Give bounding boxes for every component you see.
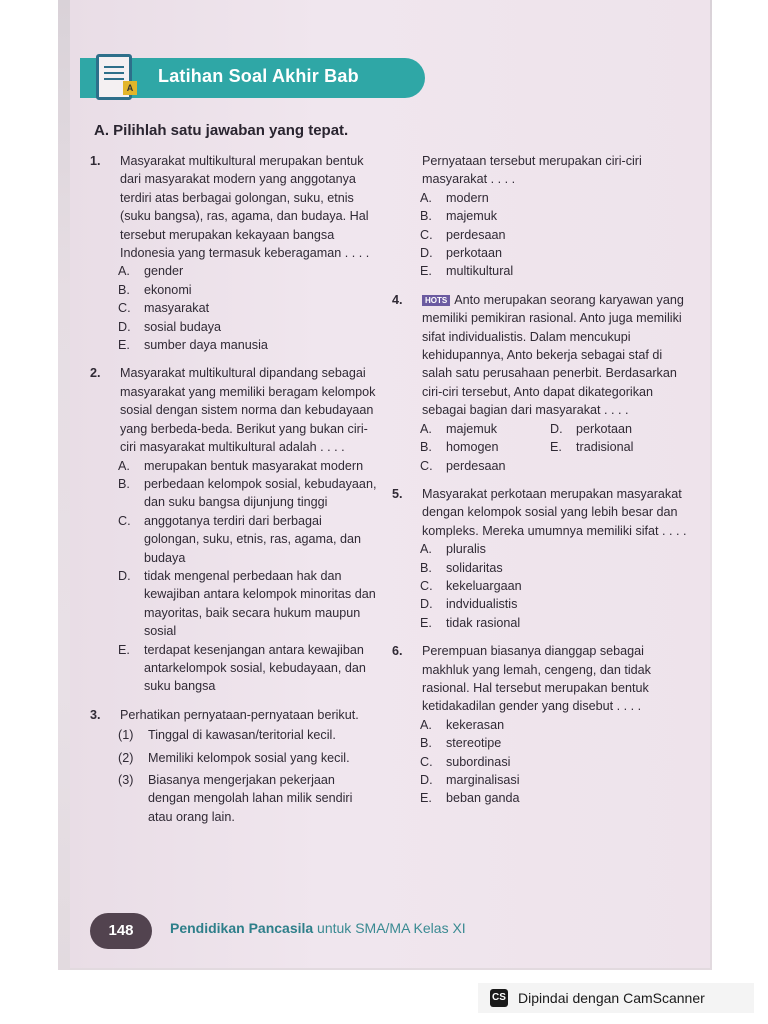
option [550,438,680,456]
option [118,475,380,512]
option-letter: B. [420,440,432,455]
option-grid [420,438,692,456]
option-text: perdesaan [446,458,506,473]
question-text: Perhatikan pernyataan-pernyataan berikut. [120,707,359,722]
option [550,420,680,438]
option-grid [420,420,692,438]
option [118,457,380,475]
option-text: stereotipe [446,736,502,751]
question-number: 6. [392,644,403,659]
option [420,595,692,613]
option [420,262,692,280]
question-number: 5. [392,486,403,501]
option [420,577,692,595]
statement-number: (3) [118,773,134,787]
option-text: marginalisasi [446,773,520,787]
statement [118,749,380,767]
page-title: Latihan Soal Akhir Bab [158,66,359,86]
statement [118,726,380,744]
notebook-icon [96,54,132,100]
question-number: 1. [90,154,101,168]
camscanner-label: Dipindai dengan CamScanner [518,990,705,1006]
option [420,716,692,734]
option-text: homogen [446,440,499,455]
book-title-bold: Pendidikan Pancasila [170,920,314,936]
camscanner-icon: CS [490,989,508,1007]
section-instruction: A. Pilihlah satu jawaban yang tepat. [94,122,349,139]
option-text: tidak rasional [446,615,521,630]
option-letter: D. [420,246,433,261]
question-number: 2. [90,366,101,381]
option-text: multikultural [446,264,514,279]
option-text: terdapat kesenjangan antara kewajiban antarkelompok sosial, kebudayaan, dan suku bangsa [144,642,366,694]
question-text-wrap [422,291,692,420]
option-letter: C. [420,227,433,242]
question-1 [90,152,380,262]
option [420,789,692,807]
question-6 [392,642,692,716]
option-letter: E. [420,615,432,630]
option-letter: A. [420,542,432,557]
option-text: anggotanya terdiri dari berbagai golongan, suku, etnis, ras, agama, dan budaya [144,513,362,565]
left-column [90,152,380,826]
question-text: Masyarakat multikultural dipandang sebagai masyarakat yang memiliki beragam kelompok sosial dengan sistem norma dan kebudayaan yang berbeda-beda. Berikut yang bukan ciri-ciri masyarakat multikultural adalah . . . . [120,366,376,455]
option [420,614,692,632]
option-text: ekonomi [144,282,192,297]
question-3 [90,706,380,724]
question-number: 4. [392,292,403,307]
notebook-icon-tag: A [123,81,137,95]
option-text: perdesaan [446,227,506,242]
option-letter: D. [550,421,563,436]
option [420,244,692,262]
option-letter: A. [118,458,130,473]
statement-text: Biasanya mengerjakan pekerjaan dengan mengolah lahan milik sendiri atau orang lain. [148,773,353,824]
statement-text: Memiliki kelompok sosial yang kecil. [148,750,350,765]
option-text: perbedaan kelompok sosial, kebudayaan, dan suku bangsa dijunjung tinggi [144,476,377,510]
option [118,336,380,354]
statement-text: Tinggal di kawasan/teritorial kecil. [148,728,336,743]
option-letter: B. [118,476,130,491]
statement-number: (2) [118,750,134,765]
option-text: gender [144,264,184,279]
option-letter: E. [420,791,432,806]
option-letter: C. [118,301,131,316]
question-text: Masyarakat perkotaan merupakan masyarakat dengan kelompok sosial yang lebih besar dan kompleks. Mereka umumnya memiliki sifat . . . . [422,486,687,538]
option-letter: B. [118,282,130,297]
option-letter: A. [420,421,432,436]
question-text: Perempuan biasanya dianggap sebagai makhluk yang lemah, cengeng, dan tidak rasional. Hal tersebut merupakan bentuk ketidakadilan gender yang disebut . . . . [422,644,651,714]
option [420,207,692,225]
option-text: subordinasi [446,754,511,769]
option-letter: D. [420,773,433,787]
option [420,753,692,771]
option [118,512,380,567]
book-title [170,920,466,936]
option-letter: A. [420,190,432,205]
option [420,540,692,558]
option-letter: C. [118,513,131,528]
option-letter: D. [118,319,131,334]
question-text: Anto merupakan seorang karyawan yang memiliki pemikiran rasional. Anto juga memiliki sifat individualistis. Dalam mencukupi kehidupannya, Anto bekerja sebagai staf di salah satu perusahaan penerbit. Berdasarkan ciri-ciri tersebut, Anto dapat dikategorikan sebagai bagian dari masyarakat . . . . [422,292,684,418]
option [118,281,380,299]
option-text: tidak mengenal perbedaan hak dan kewajiban antara kelompok minoritas dan mayoritas, baik secara hukum maupun sosial [144,568,376,639]
option-text: solidaritas [446,560,503,575]
option [420,734,692,752]
option-letter: E. [550,440,562,455]
option-text: merupakan bentuk masyarakat modern [144,458,364,473]
option-text: sumber daya manusia [144,338,268,353]
question-3-continuation: Pernyataan tersebut merupakan ciri-ciri masyarakat . . . . [422,154,642,187]
statement-number: (1) [118,728,134,743]
option-letter: D. [118,568,131,583]
right-column [392,152,692,808]
option-letter: C. [420,754,433,769]
option-letter: D. [420,597,433,612]
option [420,226,692,244]
hots-badge: HOTS [422,295,450,306]
option-letter: C. [420,578,433,593]
option [420,420,550,438]
option [420,771,692,789]
option [420,438,550,456]
option [118,262,380,280]
option-letter: C. [420,458,433,473]
option [420,559,692,577]
option [420,189,692,207]
question-text: Masyarakat multikultural merupakan bentuk dari masyarakat modern yang anggotanya terdiri atas berbagai golongan, suku, etnis (suku bangsa), ras, agama, dan budaya. Hal tersebut merupakan kekayaan bangsa Indonesia yang termasuk keberagaman . . . . [120,154,370,261]
option-text: tradisional [576,440,634,455]
option-text: majemuk [446,209,498,224]
camscanner-watermark [478,983,754,1013]
option-letter: A. [118,264,130,279]
option-text: masyarakat [144,301,210,316]
option [118,567,380,641]
option-text: modern [446,190,489,205]
option-text: pluralis [446,542,486,557]
option-letter: B. [420,736,432,751]
option-text: kekerasan [446,717,505,732]
question-4 [392,291,692,420]
option [118,299,380,317]
question-5 [392,485,692,540]
option-letter: E. [118,338,130,353]
option-letter: B. [420,209,432,224]
option-grid [420,457,692,475]
option [420,457,550,475]
page-number: 148 [90,913,152,949]
option-text: beban ganda [446,791,520,806]
statement [118,771,380,826]
option-text: perkotaan [576,421,633,436]
option-letter: A. [420,717,432,732]
option [118,318,380,336]
option-letter: B. [420,560,432,575]
option-text: sosial budaya [144,319,222,334]
option-letter: E. [420,264,432,279]
option-text: perkotaan [446,246,503,261]
option [118,641,380,696]
option-text: majemuk [446,421,498,436]
option-text: indvidualistis [446,597,518,612]
question-2 [90,364,380,456]
question-number: 3. [90,707,101,722]
book-title-rest: untuk SMA/MA Kelas XI [313,920,466,936]
option-letter: E. [118,642,130,657]
option-text: kekeluargaan [446,578,522,593]
